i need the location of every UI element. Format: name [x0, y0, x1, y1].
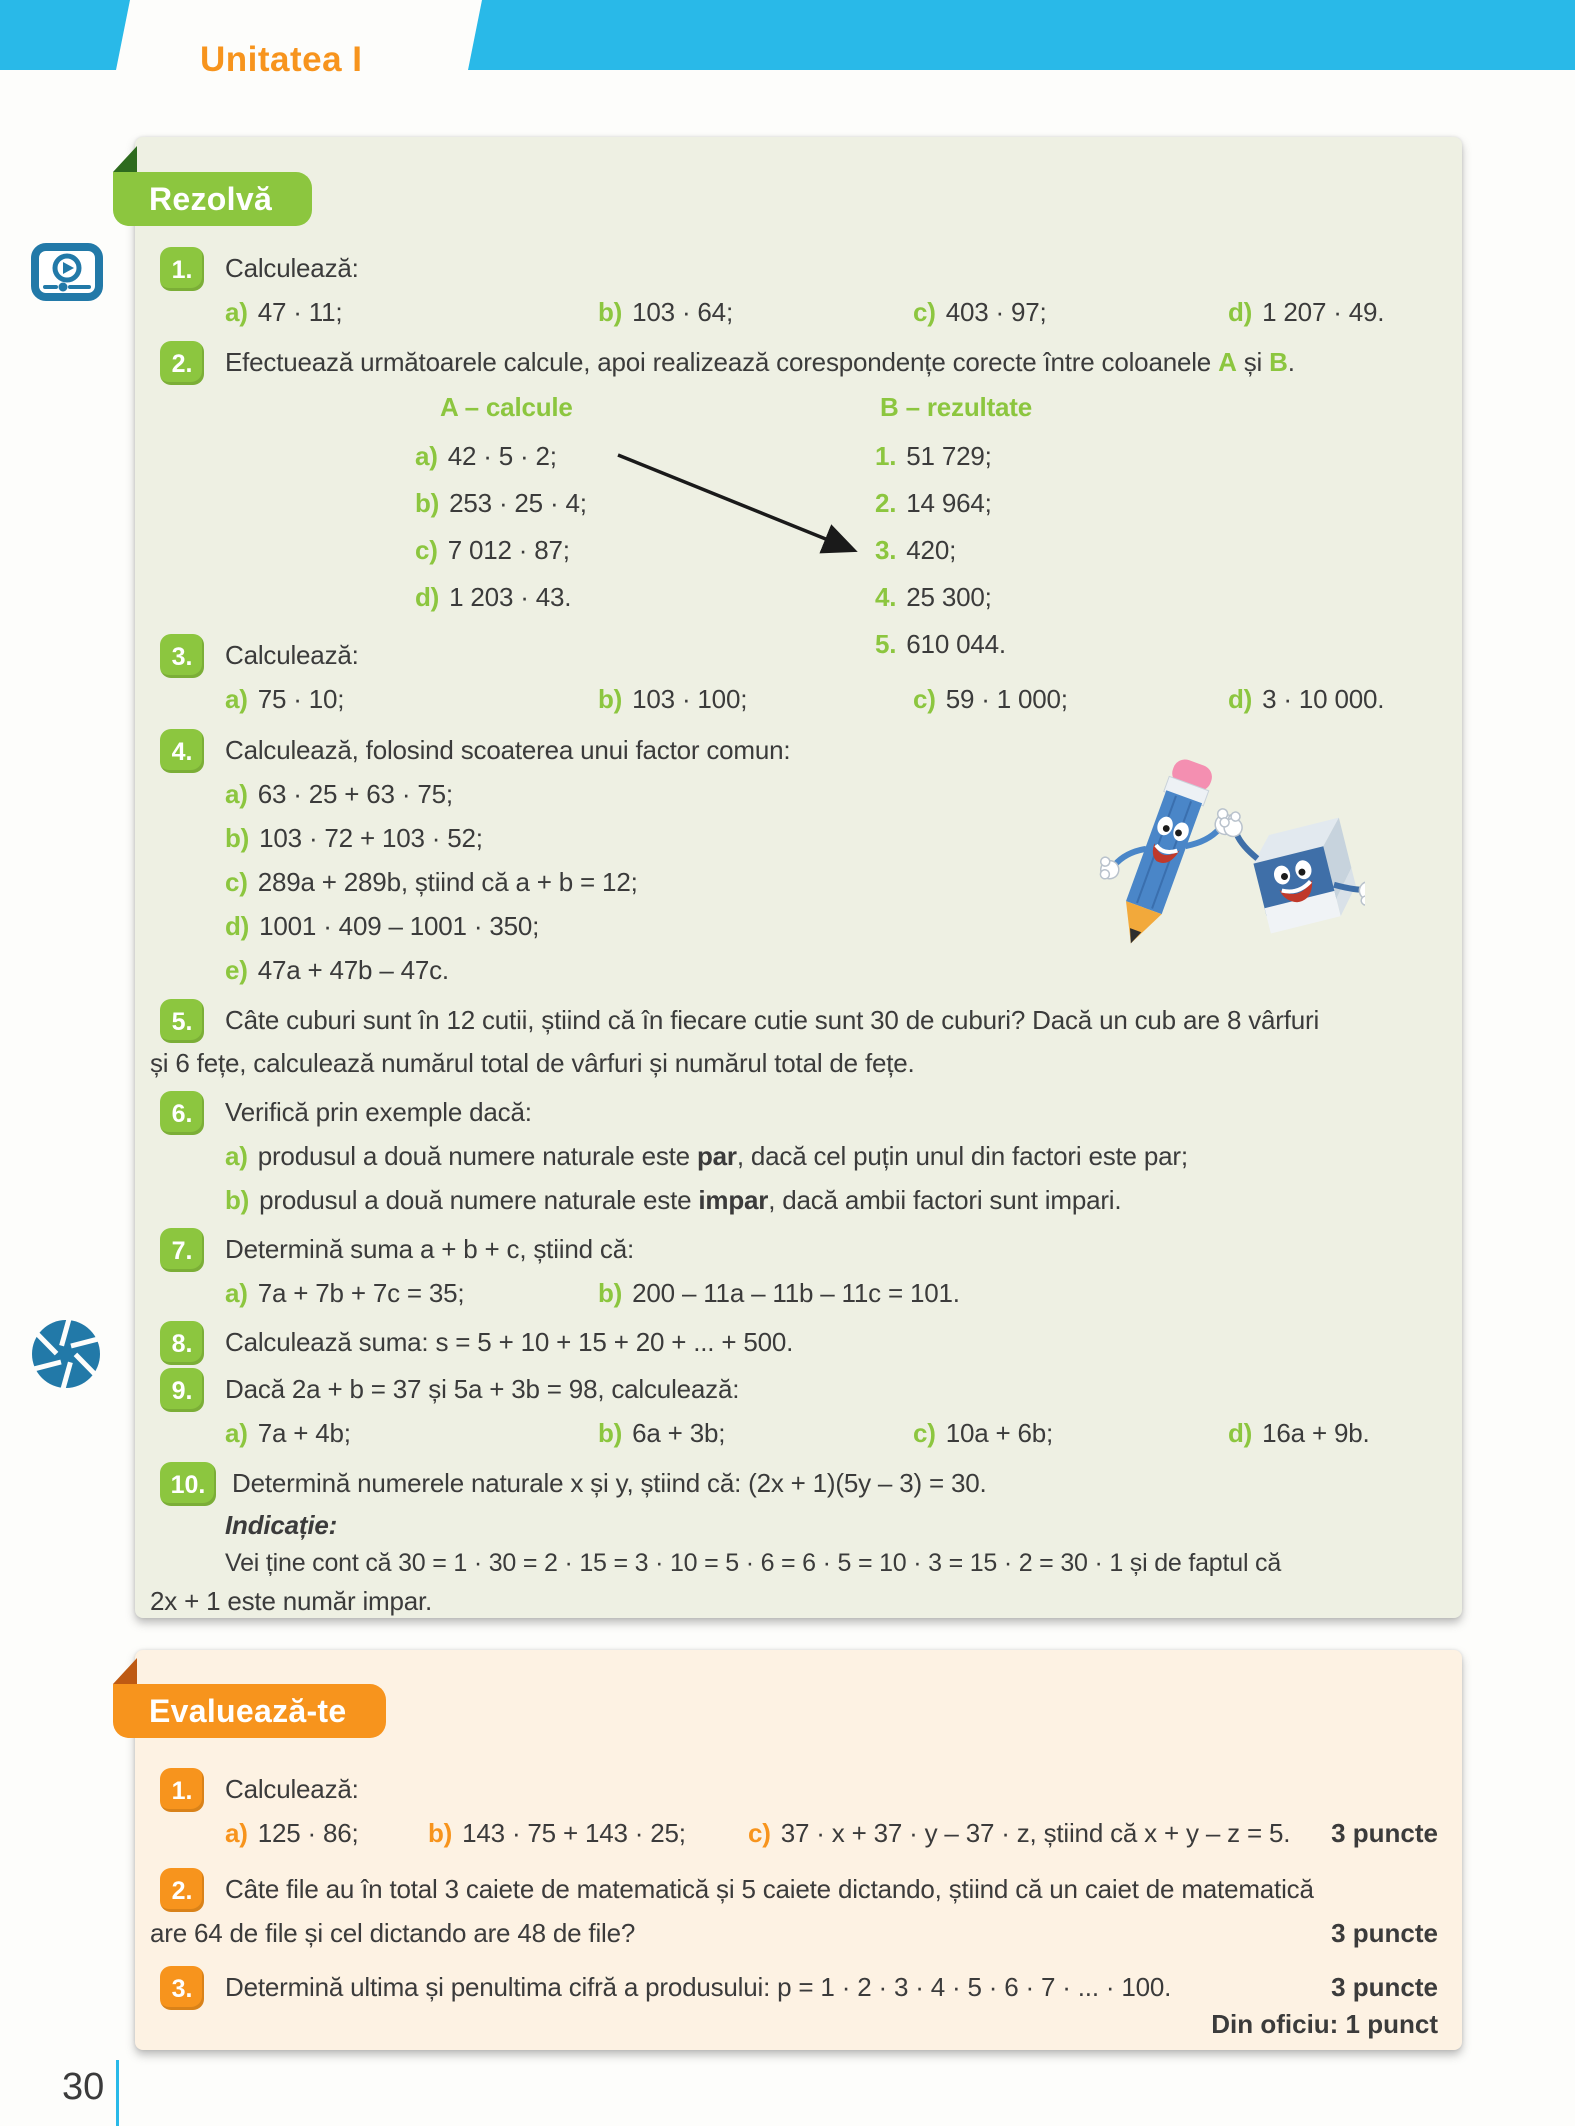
hint-line1: Vei ține cont că 30 = 1 · 30 = 2 · 15 = 3 · 10 = 5 · 6 = 6 · 5 = 10 · 3 = 15 · 2 = 30 · 1 și de faptul că	[225, 1549, 1282, 1577]
item-text: 42 · 5 · 2;	[447, 441, 557, 471]
item-label: c)	[415, 535, 438, 565]
item-text: produsul a două numere naturale este	[259, 1185, 699, 1215]
page-number: 30	[62, 2066, 105, 2108]
item-label: c)	[913, 1418, 936, 1448]
item-label: b)	[428, 1818, 453, 1848]
item-text: 1 203 · 43.	[449, 582, 572, 612]
exercise-statement: Determină numerele naturale x și y, știind că: (2x + 1)(5y – 3) = 30.	[232, 1468, 987, 1498]
item-text: 7a + 7b + 7c = 35;	[257, 1278, 465, 1308]
exercise-statement-line1: Câte cuburi sunt în 12 cutii, știind că în fiecare cutie sunt 30 de cuburi? Dacă un cub are 8 vârfuri	[225, 1005, 1320, 1035]
item-label: d)	[415, 582, 440, 612]
item-text: 289a + 289b, știind că a + b = 12;	[257, 867, 638, 897]
item-label: a)	[225, 779, 248, 809]
exercise-number-badge: 1.	[160, 247, 204, 291]
item-label: a)	[415, 441, 438, 471]
item-label: 3.	[875, 535, 897, 565]
item-label: c)	[913, 297, 936, 327]
exercise-number-badge: 7.	[160, 1228, 204, 1272]
column-b-ref: B	[1269, 347, 1288, 377]
exercise-item	[225, 1141, 1188, 1172]
item-label: c)	[913, 684, 936, 714]
column-a-item	[415, 582, 571, 613]
evalueaza-badge-fold	[113, 1658, 137, 1684]
exercise-statement: Calculează:	[225, 1774, 359, 1804]
statement-text: și	[1236, 347, 1270, 377]
item-label: a)	[225, 297, 248, 327]
item-label: b)	[598, 684, 623, 714]
hint-label: Indicație:	[225, 1510, 338, 1540]
exercise-number-badge: 3.	[160, 634, 204, 678]
item-label: d)	[1228, 684, 1253, 714]
item-text: 125 · 86;	[257, 1818, 359, 1848]
item-label: b)	[598, 1278, 623, 1308]
exercise-statement	[225, 347, 1295, 378]
page-number-rule	[116, 2060, 119, 2126]
exercise-item	[225, 867, 638, 898]
correspondence-arrow	[600, 440, 870, 570]
exercise-number-badge: 6.	[160, 1091, 204, 1135]
item-label: d)	[225, 911, 250, 941]
exercise-number-badge: 1.	[160, 1768, 204, 1812]
exercise-number-badge: 8.	[160, 1321, 204, 1365]
bonus-points: Din oficiu: 1 punct	[1211, 2009, 1438, 2039]
item-label: a)	[225, 1141, 248, 1171]
exercise-item	[225, 1185, 1121, 1216]
exercise-item	[225, 297, 342, 328]
column-b-item	[875, 535, 956, 566]
item-label: d)	[1228, 297, 1253, 327]
item-bold-text: par	[696, 1141, 737, 1171]
exercise-statement: Calculează:	[225, 253, 359, 283]
statement-text: Efectuează următoarele calcule, apoi realizează corespondențe corecte între coloanele	[225, 347, 1219, 377]
item-text: 59 · 1 000;	[945, 684, 1068, 714]
item-text: 103 · 100;	[632, 684, 748, 714]
item-text: 75 · 10;	[257, 684, 345, 714]
exercise-item	[225, 955, 449, 986]
exercise-item	[1228, 297, 1384, 328]
exercise-item	[913, 297, 1047, 328]
column-b-item	[875, 488, 992, 519]
header-band-left	[0, 0, 130, 70]
item-text: 6a + 3b;	[632, 1418, 726, 1448]
video-player-icon	[30, 242, 104, 313]
column-a-item	[415, 441, 557, 472]
column-a-item	[415, 488, 587, 519]
item-text: , dacă cel puțin unul din factori este par;	[736, 1141, 1188, 1171]
exercise-item	[913, 684, 1068, 715]
item-text: 7a + 4b;	[257, 1418, 351, 1448]
item-text: 403 · 97;	[945, 297, 1047, 327]
exercise-item	[598, 1278, 960, 1309]
item-text: produsul a două numere naturale este	[257, 1141, 697, 1171]
item-text: 610 044.	[906, 629, 1006, 659]
pencil-and-eraser-illustration	[1055, 735, 1365, 975]
exercise-number-badge: 10.	[160, 1462, 216, 1506]
exercise-item	[225, 911, 539, 942]
item-text: 143 · 75 + 143 · 25;	[462, 1818, 686, 1848]
exercise-statement-line2: are 64 de file și cel dictando are 48 de file?	[150, 1918, 636, 1948]
camera-aperture-icon	[28, 1316, 104, 1397]
item-label: d)	[1228, 1418, 1253, 1448]
exercise-number-badge: 4.	[160, 729, 204, 773]
item-text: 103 · 72 + 103 · 52;	[259, 823, 483, 853]
exercise-statement: Determină ultima și penultima cifră a produsului: p = 1 · 2 · 3 · 4 · 5 · 6 · 7 · ... · 100.	[225, 1972, 1172, 2002]
item-text: 1 207 · 49.	[1262, 297, 1385, 327]
item-text: 37 · x + 37 · y – 37 · z, știind că x + y – z = 5.	[780, 1818, 1291, 1848]
item-label: b)	[415, 488, 440, 518]
item-text: 16a + 9b.	[1262, 1418, 1370, 1448]
exercise-number-badge: 2.	[160, 341, 204, 385]
item-label: 5.	[875, 629, 897, 659]
exercise-item	[225, 1818, 359, 1849]
evalueaza-section-title: Evaluează-te	[113, 1684, 386, 1738]
rezolva-section-title: Rezolvă	[113, 172, 312, 226]
item-text: 10a + 6b;	[945, 1418, 1054, 1448]
item-label: c)	[225, 867, 248, 897]
exercise-item	[598, 684, 747, 715]
exercise-item	[225, 684, 344, 715]
column-b-item	[875, 629, 1006, 660]
item-label: a)	[225, 684, 248, 714]
exercise-statement-line1: Câte file au în total 3 caiete de matematică și 5 caiete dictando, știind că un caiet de matematică	[225, 1874, 1314, 1904]
item-text: 14 964;	[906, 488, 992, 518]
exercise-statement-line2: și 6 fețe, calculează numărul total de vârfuri și numărul total de fețe.	[150, 1048, 915, 1078]
item-label: b)	[225, 1185, 250, 1215]
item-text: 420;	[906, 535, 957, 565]
item-text: 25 300;	[906, 582, 992, 612]
exercise-item	[225, 1278, 464, 1309]
column-b-header: B – rezultate	[880, 392, 1033, 422]
exercise-item	[598, 1418, 725, 1449]
exercise-statement: Verifică prin exemple dacă:	[225, 1097, 532, 1127]
exercise-item	[225, 823, 483, 854]
item-text: 253 · 25 · 4;	[449, 488, 587, 518]
exercise-statement: Dacă 2a + b = 37 și 5a + 3b = 98, calculează:	[225, 1374, 740, 1404]
item-text: 63 · 25 + 63 · 75;	[257, 779, 453, 809]
item-label: 1.	[875, 441, 897, 471]
item-label: 4.	[875, 582, 897, 612]
item-text: 47 · 11;	[257, 297, 343, 327]
exercise-statement: Calculează, folosind scoaterea unui factor comun:	[225, 735, 791, 765]
item-text: 47a + 47b – 47c.	[257, 955, 449, 985]
exercise-item	[913, 1418, 1053, 1449]
points-badge: 3 puncte	[1331, 1818, 1438, 1848]
hint-line2: 2x + 1 este număr impar.	[150, 1586, 433, 1616]
exercise-statement: Calculează:	[225, 640, 359, 670]
exercise-statement: Calculează suma: s = 5 + 10 + 15 + 20 + ... + 500.	[225, 1327, 794, 1357]
exercise-number-badge: 3.	[160, 1966, 204, 2010]
item-label: e)	[225, 955, 248, 985]
item-text: 103 · 64;	[632, 297, 733, 327]
column-a-header: A – calcule	[440, 392, 573, 422]
exercise-statement: Determină suma a + b + c, știind că:	[225, 1234, 634, 1264]
exercise-number-badge: 2.	[160, 1868, 204, 1912]
item-label: b)	[598, 1418, 623, 1448]
item-text: 51 729;	[906, 441, 992, 471]
exercise-item	[225, 1418, 351, 1449]
points-badge: 3 puncte	[1331, 1918, 1438, 1948]
exercise-item	[598, 297, 733, 328]
item-label: a)	[225, 1418, 248, 1448]
item-label: b)	[598, 297, 623, 327]
points-badge: 3 puncte	[1331, 1972, 1438, 2002]
exercise-number-badge: 5.	[160, 999, 204, 1043]
item-label: a)	[225, 1818, 248, 1848]
item-text: 3 · 10 000.	[1262, 684, 1385, 714]
item-label: a)	[225, 1278, 248, 1308]
column-b-item	[875, 441, 992, 472]
exercise-number-badge: 9.	[160, 1368, 204, 1412]
item-text: 1001 · 409 – 1001 · 350;	[259, 911, 540, 941]
item-label: c)	[748, 1818, 771, 1848]
exercise-item	[428, 1818, 686, 1849]
exercise-item	[1228, 1418, 1370, 1449]
rezolva-badge-fold	[113, 146, 137, 172]
item-label: b)	[225, 823, 250, 853]
item-text: 7 012 · 87;	[447, 535, 570, 565]
item-text: 200 – 11a – 11b – 11c = 101.	[632, 1278, 960, 1308]
exercise-item	[748, 1818, 1290, 1849]
column-a-item	[415, 535, 570, 566]
unit-title: Unitatea I	[200, 40, 363, 79]
statement-text: .	[1287, 347, 1295, 377]
item-label: 2.	[875, 488, 897, 518]
exercise-item	[1228, 684, 1384, 715]
item-bold-text: impar	[698, 1185, 769, 1215]
column-a-ref: A	[1218, 347, 1237, 377]
exercise-item	[225, 779, 453, 810]
header-band-right	[468, 0, 1575, 70]
item-text: , dacă ambii factori sunt impari.	[768, 1185, 1122, 1215]
column-b-item	[875, 582, 992, 613]
